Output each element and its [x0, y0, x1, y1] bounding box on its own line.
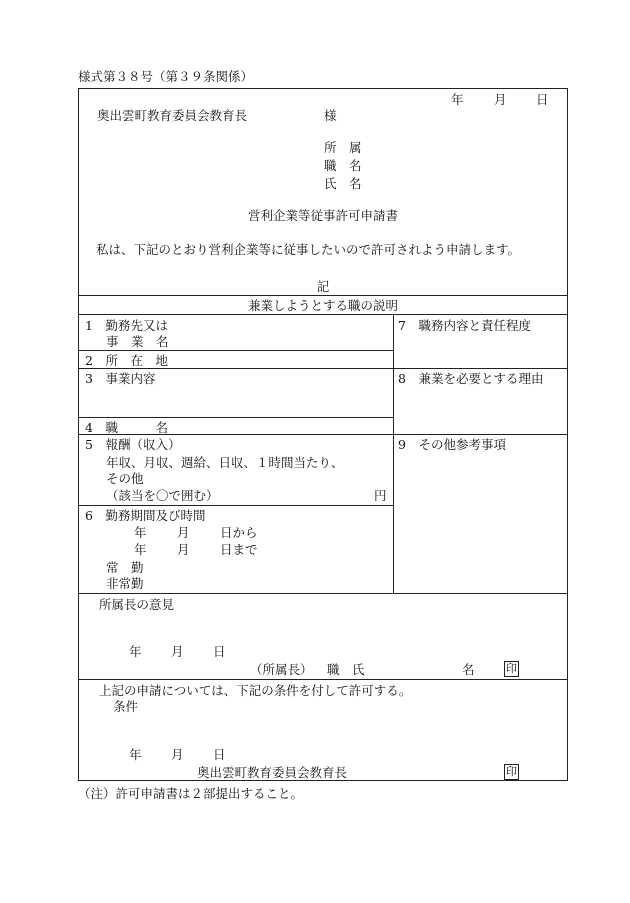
- ki-label: 記: [316, 279, 330, 294]
- item8-label: 8 兼業を必要とする理由: [398, 371, 544, 386]
- approval-text: 上記の申請については、下記の条件を付して許可する。: [99, 683, 412, 698]
- item5-text1: 年収、月収、週給、日収、１時間当たり、: [106, 455, 344, 470]
- divider: [78, 505, 393, 506]
- divider: [78, 350, 393, 351]
- conditions-label: 条件: [113, 699, 139, 714]
- approval-month: 月: [171, 747, 184, 762]
- form-number: 様式第３８号（第３９条関係）: [78, 69, 254, 84]
- item3-label: 3 事業内容: [85, 371, 156, 386]
- request-text: 私は、下記のとおり営利企業等に従事したいので許可されよう申請します。: [96, 242, 521, 257]
- period-from-day: 日から: [220, 525, 258, 540]
- item1-sub: 事 業 名: [106, 334, 169, 349]
- item5-text3: （該当を〇で囲む）: [106, 488, 219, 503]
- item1-label: 1 勤務先又は: [85, 318, 168, 333]
- opinion-month: 月: [171, 644, 184, 659]
- addressee: 奥出雲町教育委員会教育長: [97, 108, 248, 123]
- seal-box: 印: [506, 765, 517, 778]
- affiliation-label: 所 属: [324, 140, 362, 155]
- divider: [393, 368, 568, 369]
- applicant-name-label: 氏 名: [324, 176, 362, 191]
- opinion-year: 年: [129, 644, 142, 659]
- head-label: （所属長）: [250, 662, 313, 677]
- approval-authority: 奥出雲町教育委員会教育長: [197, 765, 348, 780]
- date-month-label: 月: [494, 92, 507, 107]
- item9-label: 9 その他参考事項: [398, 437, 506, 452]
- date-year-label: 年: [451, 92, 464, 107]
- opinion-label: 所属長の意見: [99, 597, 175, 612]
- divider: [78, 295, 568, 296]
- section-header: 兼業しようとする職の説明: [247, 298, 398, 313]
- opinion-day: 日: [213, 644, 226, 659]
- item7-label: 7 職務内容と責任程度: [398, 318, 531, 333]
- footnote: （注）許可申請書は２部提出すること。: [78, 786, 304, 801]
- period-to-year: 年: [134, 542, 147, 557]
- divider: [393, 434, 568, 435]
- fulltime-label: 常 勤: [106, 560, 144, 575]
- period-to-month: 月: [177, 542, 190, 557]
- honorific: 様: [324, 108, 337, 123]
- item6-label: 6 勤務期間及び時間: [85, 508, 206, 523]
- head-name-label: 名: [462, 662, 475, 677]
- seal-box: 印: [506, 662, 517, 675]
- column-divider: [393, 314, 394, 593]
- parttime-label: 非常勤: [106, 576, 144, 591]
- document-title: 営利企業等従事許可申請書: [247, 208, 398, 223]
- item2-label: 2 所 在 地: [85, 353, 168, 368]
- date-day-label: 日: [536, 92, 549, 107]
- period-from-year: 年: [134, 525, 147, 540]
- divider: [78, 417, 393, 418]
- yen-label: 円: [374, 488, 387, 503]
- divider: [78, 314, 568, 315]
- item5-text2: その他: [106, 471, 144, 486]
- item4-label: 4 職 名: [85, 420, 168, 435]
- head-position-label: 職 氏: [327, 662, 365, 677]
- position-label: 職 名: [324, 158, 362, 173]
- approval-day: 日: [213, 747, 226, 762]
- item5-label: 5 報酬（収入）: [85, 437, 181, 452]
- divider: [78, 679, 568, 680]
- period-to-day: 日まで: [220, 542, 258, 557]
- approval-year: 年: [129, 747, 142, 762]
- period-from-month: 月: [177, 525, 190, 540]
- divider: [78, 593, 568, 594]
